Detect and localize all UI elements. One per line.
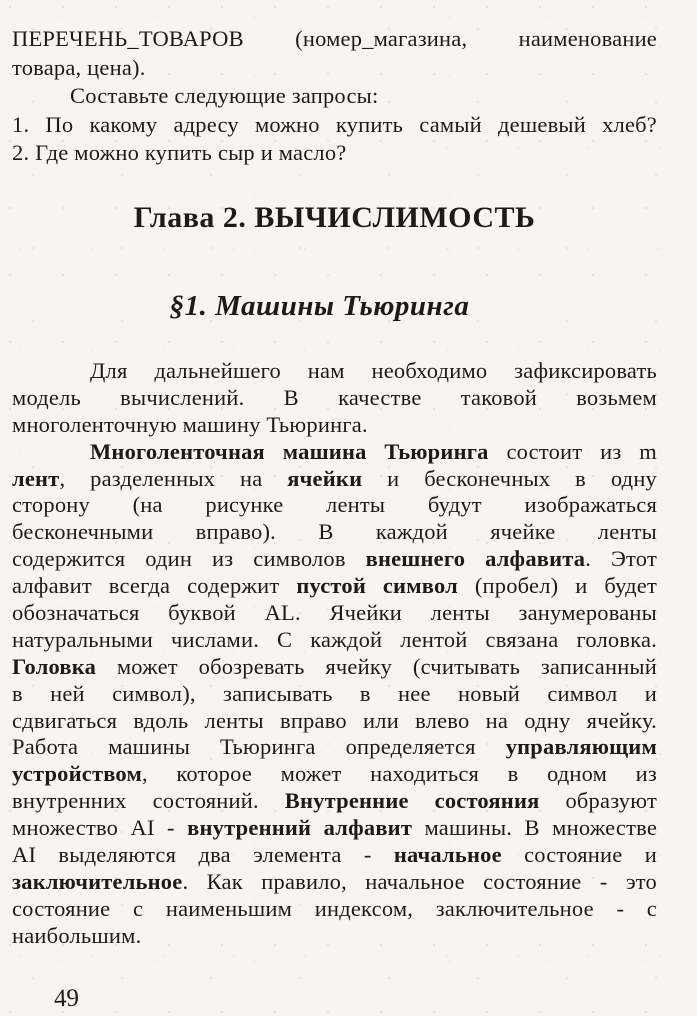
text-line: модель вычислений. В качестве таковой возьмем xyxy=(12,384,657,410)
text-line: многоленточную машину Тьюринга. xyxy=(12,411,368,437)
text-line: сдвигаться вдоль ленты вправо или влево на одну ячейку. xyxy=(12,707,657,733)
text-line: натуральными числами. С каждой лентой связана головка. xyxy=(12,626,657,652)
text-line: Многоленточная машина Тьюринга состоит из m xyxy=(90,438,657,464)
text-line: наибольшим. xyxy=(12,922,142,948)
text-line: алфавит всегда содержит пустой символ (пробел) и будет xyxy=(12,573,658,599)
intro-paragraphs xyxy=(12,25,657,168)
body-paragraphs xyxy=(12,358,657,950)
text-line: заключительное. Как правило, начальное состояние - это xyxy=(12,868,657,894)
text-line: товара, цена). xyxy=(12,54,146,80)
text-line: Работа машины Тьюринга определяется управляющим xyxy=(12,734,657,760)
text-line: устройством, которое может находиться в одном из xyxy=(12,761,657,787)
text-line: ПЕРЕЧЕНЬ_ТОВАРОВ (номер_магазина, наименование xyxy=(12,26,657,51)
text-line: сторону (на рисунке ленты будут изображаться xyxy=(12,492,657,518)
text-line: множество AI - внутренний алфавит машины. В множестве xyxy=(12,815,658,841)
text-line: обозначаться буквой AL. Ячейки ленты занумерованы xyxy=(12,600,657,626)
text-line: состояние с наименьшим индексом, заключительное - с xyxy=(12,895,657,921)
text-line: 2. Где можно купить сыр и масло? xyxy=(12,140,347,165)
text-line: Головка может обозревать ячейку (считывать записанный xyxy=(12,653,657,679)
text-line: 1. По какому адресу можно купить самый дешевый хлеб? xyxy=(12,111,657,137)
text-line: содержится один из символов внешнего алфавита. Этот xyxy=(12,546,657,572)
text-line: Составьте следующие запросы: xyxy=(70,83,379,108)
text-line: внутренних состояний. Внутренние состояния образуют xyxy=(12,788,658,814)
text-line: AI выделяются два элемента - начальное состояние и xyxy=(12,842,657,868)
text-line: Для дальнейшего нам необходимо зафиксировать xyxy=(90,358,657,383)
text-line: бесконечными вправо). В каждой ячейке ленты xyxy=(12,519,657,545)
text-line: лент, разделенных на ячейки и бесконечных в одну xyxy=(12,465,658,491)
section-heading: §1. Машины Тьюринга xyxy=(169,290,470,322)
page-number: 49 xyxy=(53,984,80,1013)
chapter-heading: Глава 2. ВЫЧИСЛИМОСТЬ xyxy=(133,201,536,234)
text-line: в ней символ), записывать в нее новый символ и xyxy=(12,680,657,706)
